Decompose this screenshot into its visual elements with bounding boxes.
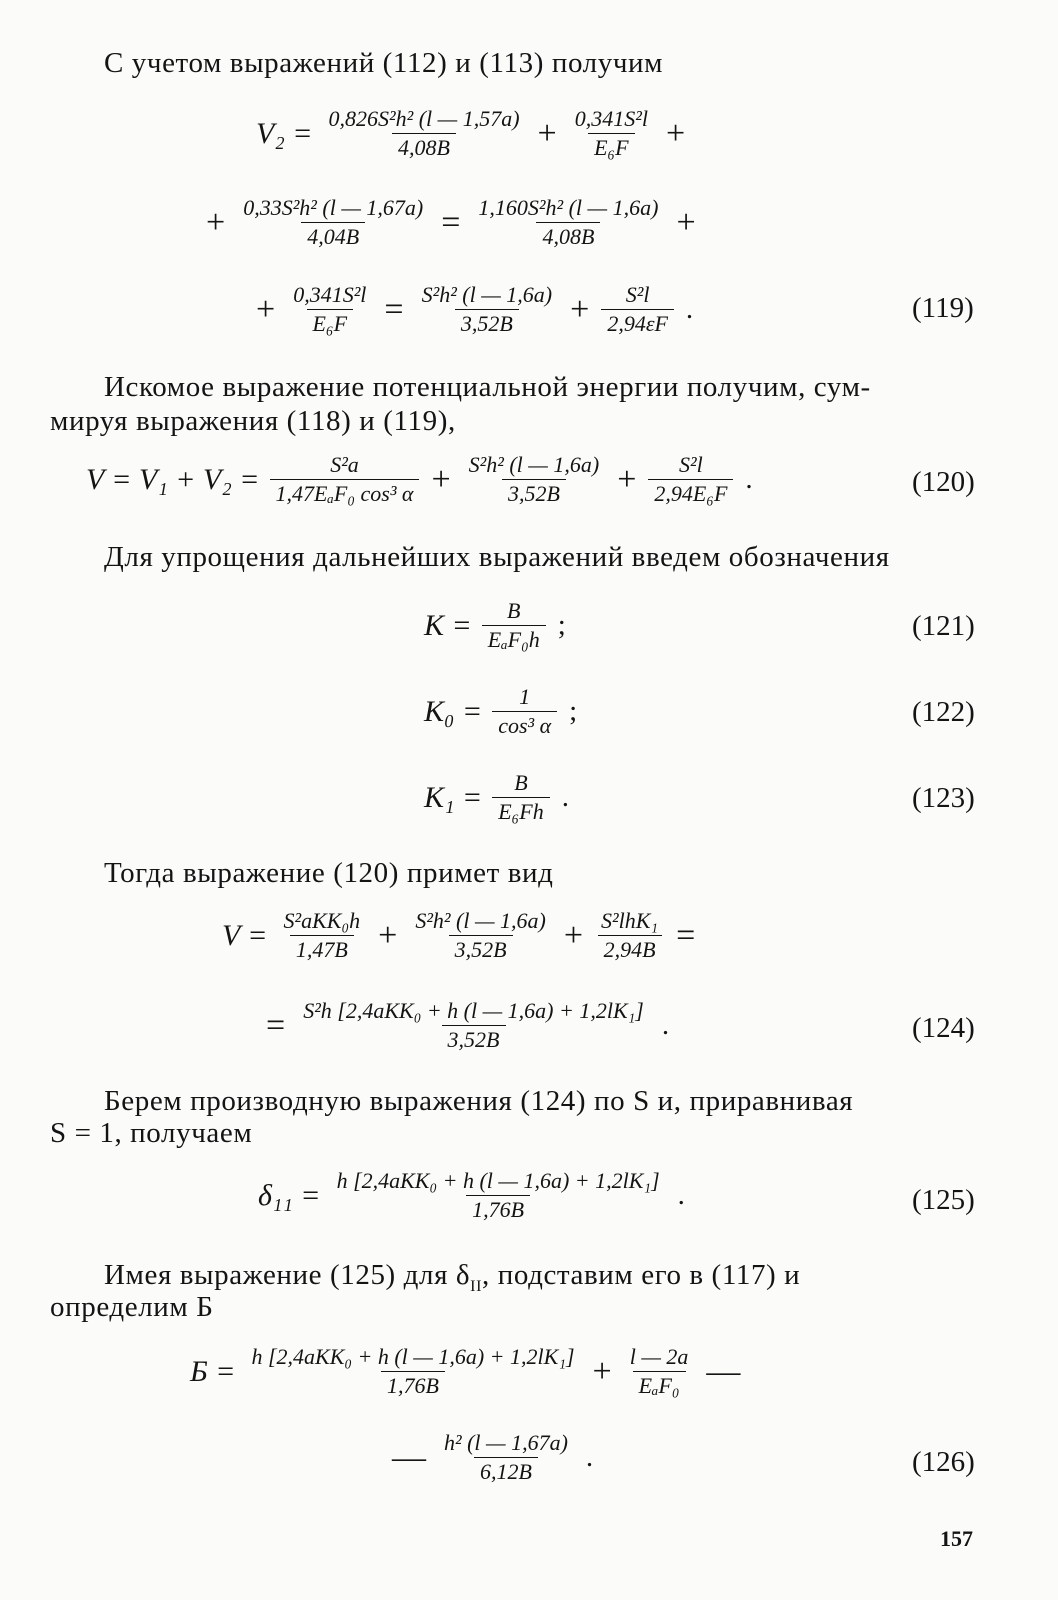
eq121-number: (121)	[912, 610, 975, 642]
eq121-frac: $\frac{B}{\text{EₐF₀h}}$	[482, 598, 546, 653]
paragraph-6-line-1: Имея выражение (125) для $\delta_{II}$, подставим его в (117) и	[104, 1259, 801, 1295]
eq124-frac-4: $\frac{\text{S²h [2,4aKK₀ + h (l — 1,6a) + 1,2lK₁]}}{3,52B}$	[303, 998, 644, 1052]
paragraph-4: Тогда выражение (120) примет вид	[104, 857, 554, 889]
eq119-frac-3: $\frac{\text{0,33S²h² (l — 1,67a)}}{4,04B}$	[243, 195, 424, 249]
eq126-frac-1: $\frac{\text{h [2,4aKK₀ + h (l — 1,6a) + 1,2lK₁]}}{1,76B}$	[251, 1344, 575, 1398]
eq120-frac-3: $\frac{\text{S²l}}{\text{2,94E₆F}}$	[648, 452, 733, 507]
eq122-number: (122)	[912, 696, 975, 728]
paragraph-2-line-1: Искомое выражение потенциальной энергии получим, сум-	[104, 371, 871, 403]
intro-line: С учетом выражений (112) и (113) получим	[104, 47, 664, 79]
eq119-frac-5: $\frac{\text{0,341S²l}}{\text{E₆F}}$	[293, 282, 367, 336]
eq124-frac-2: $\frac{\text{S²h² (l — 1,6a)}}{3,52B}$	[415, 908, 546, 962]
paragraph-5-line-2: S = 1, получаем	[50, 1117, 253, 1149]
eq126-line1: Б = $\frac{\text{h [2,4aKK₀ + h (l — 1,6a) + 1,2lK₁]}}{1,76B}$ + $\frac{l — 2a}{\text{EₐF₀}}$ —	[190, 1344, 741, 1398]
paragraph-5-line-1: Берем производную выражения (124) по S и, приравнивая	[104, 1085, 854, 1117]
eq124-frac-3: $\frac{\text{S²lhK₁}}{2,94B}$	[595, 908, 664, 963]
eq123-frac: $\frac{B}{\text{E₆Fh}}$	[492, 770, 550, 825]
eq119-frac-6: $\frac{\text{S²h² (l — 1,6a)}}{3,52B}$	[421, 282, 553, 336]
eq120-frac-1: $\frac{\text{S²a}}{\text{1,47EₐF₀ cos³ α}}$	[270, 452, 420, 507]
eq120-frac-2: $\frac{\text{S²h² (l — 1,6a)}}{3,52B}$	[468, 452, 600, 506]
eq124-line1: V = $\frac{\text{S²aKK₀h}}{1,47B}$ + $\frac{\text{S²h² (l — 1,6a)}}{3,52B}$ + $\frac{\text{S²lhK₁}}{2,94B}$ =	[222, 908, 696, 962]
eq124-line2: = $\frac{\text{S²h [2,4aKK₀ + h (l — 1,6a) + 1,2lK₁]}}{3,52B}$ .	[266, 998, 670, 1052]
paragraph-3: Для упрощения дальнейших выражений введем обозначения	[104, 541, 890, 573]
eq124-number: (124)	[912, 1012, 975, 1044]
eq126-number: (126)	[912, 1446, 975, 1478]
eq123-number: (123)	[912, 782, 975, 814]
eq119-line3: + $\frac{\text{0,341S²l}}{\text{E₆F}}$ = $\frac{\text{S²h² (l — 1,6a)}}{3,52B}$ + $\frac{\text{S²l}}{2,94\varepsilon F}$ .	[256, 282, 694, 336]
eq122-frac: $\frac{1}{\text{cos³ α}}$	[492, 684, 557, 739]
eq120: V = V₁ + V₂ = $\frac{\text{S²a}}{\text{1,47EₐF₀ cos³ α}}$ + $\frac{\text{S²h² (l — 1,6a)}}{3,52B}$ + $\frac{\text{S²l}}{\text{2,94E₆F}}$ .	[86, 452, 753, 506]
eq119-frac-7: $\frac{\text{S²l}}{2,94\varepsilon F}$	[601, 282, 674, 337]
eq120-lhs: V = V₁ + V₂ =	[86, 462, 260, 496]
eq119-lhs: V₂ =	[256, 116, 313, 150]
paragraph-2-line-2: мируя выражения (118) и (119),	[50, 405, 456, 437]
paragraph-6-line-2: определим Б	[50, 1291, 214, 1323]
eq125-frac: $\frac{\text{h [2,4aKK₀ + h (l — 1,6a) + 1,2lK₁]}}{1,76B}$	[336, 1168, 660, 1222]
eq119-number: (119)	[912, 292, 974, 324]
eq126-frac-2: $\frac{l — 2a}{\text{EₐF₀}}$	[629, 1344, 689, 1398]
page-number: 157	[940, 1526, 973, 1551]
eq124-frac-1: $\frac{\text{S²aKK₀h}}{1,47B}$	[283, 908, 361, 962]
eq125-number: (125)	[912, 1184, 975, 1216]
eq123: K₁ = $\frac{B}{\text{E₆Fh}}$ .	[424, 770, 569, 824]
eq119-frac-2: $\frac{\text{0,341S²l}}{\text{E₆F}}$	[574, 106, 648, 160]
eq120-number: (120)	[912, 466, 975, 498]
eq119-line2: + $\frac{\text{0,33S²h² (l — 1,67a)}}{4,04B}$ = $\frac{\text{1,160S²h² (l — 1,6a)}}{4,08B}$ +	[206, 195, 696, 249]
eq119-line1: V₂ = $\frac{\text{0,826S²h² (l — 1,57a)}}{4,08B}$ + $\frac{\text{0,341S²l}}{\text{E₆F}}$ +	[256, 106, 686, 160]
eq119-frac-1: $\frac{\text{0,826S²h² (l — 1,57a)}}{4,08B}$	[328, 106, 520, 160]
eq121: K = $\frac{B}{\text{EₐF₀h}}$ ;	[424, 598, 566, 652]
eq126-line2: — $\frac{\text{h² (l — 1,67a)}}{6,12B}$ .	[392, 1430, 594, 1484]
eq119-frac-4: $\frac{\text{1,160S²h² (l — 1,6a)}}{4,08B}$	[478, 195, 659, 249]
eq125: δ₁₁ = $\frac{\text{h [2,4aKK₀ + h (l — 1,6a) + 1,2lK₁]}}{1,76B}$ .	[258, 1168, 685, 1222]
eq126-frac-3: $\frac{\text{h² (l — 1,67a)}}{6,12B}$	[444, 1430, 568, 1484]
eq122: K₀ = $\frac{1}{\text{cos³ α}}$ ;	[424, 684, 578, 738]
